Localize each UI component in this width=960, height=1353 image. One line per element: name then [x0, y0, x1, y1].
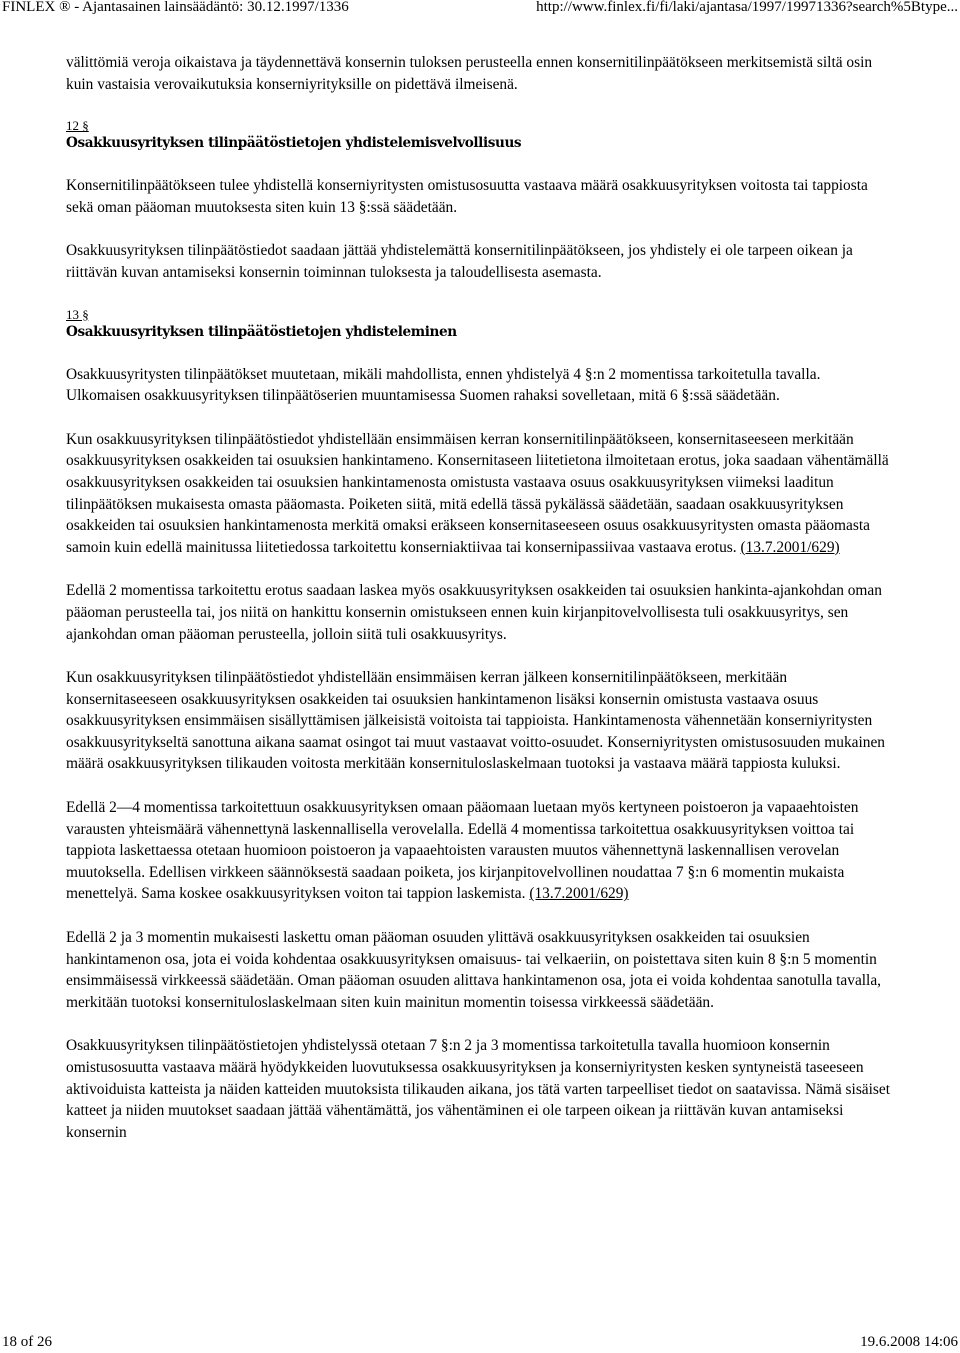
- section-13-title: Osakkuusyrityksen tilinpäätöstietojen yhdisteleminen: [66, 323, 457, 340]
- section-13-number[interactable]: 13 §: [66, 306, 89, 322]
- page-counter: 18 of 26: [2, 1334, 52, 1350]
- paragraph-text: Edellä 2—4 momentissa tarkoitettuun osakkuusyrityksen omaan pääomaan luetaan myös kertyneen poistoeron ja vapaaehtoisten varausten yhteismäärä vähennettynä laskennallisella verovelalla. Edellä 4 momentissa tarkoitettua osakkuusyrityksen voittoa tai tappiota laskettaessa otetaan huomioon poistoeron ja vapaaehtoisten varausten muutos vähennettynä laskennallisen verovelan muutoksella. Edellisen virkkeen säännöksestä saadaan poiketa, jos kirjanpitovelvollinen noudattaa 7 §:n 6 momentin mukaista menettelyä. Sama koskee osakkuusyrityksen voiton tai tappion laskemista.: [66, 799, 859, 903]
- amendment-link[interactable]: (13.7.2001/629): [740, 538, 840, 556]
- header-url: http://www.finlex.fi/fi/laki/ajantasa/1997/19971336?search%5Btype...: [536, 0, 958, 15]
- section-12-paragraph-2: Osakkuusyrityksen tilinpäätöstiedot saadaan jättää yhdistelemättä konsernitilinpäätökseen, jos yhdistely ei ole tarpeen oikean ja riittävän kuvan antamiseksi konsernin toiminnan tuloksesta ja taloudellisesta asemasta.: [66, 242, 853, 281]
- amendment-link[interactable]: (13.7.2001/629): [529, 885, 629, 903]
- section-13-paragraph-4: Kun osakkuusyrityksen tilinpäätöstiedot yhdistellään ensimmäisen kerran jälkeen konsernitilinpäätökseen, merkitään konsernitaseeseen osakkuusyrityksen osakkeiden tai osuuksien hankintamenon lisäksi konsernin omistusta vastaava osuus osakkuusyrityksen ensimmäisen sisällyttämisen jälkeisistä voitoista tai tappioista. Hankintamenosta vähennetään konserniyritysten osakkuusyritykseltä sanottuna aikana saamat osingot tai muut vastaavat voitto-osuudet. Konserniyritysten omistusosuuden mukainen määrä osakkuusyrityksen tilikauden voitosta merkitään konsernituloslaskelmaan tuotoksi ja vastaava määrä tappiosta kuluksi.: [66, 669, 885, 773]
- section-13-paragraph-5: [66, 797, 896, 905]
- print-footer: [0, 1335, 960, 1353]
- section-13-paragraph-3: Edellä 2 momentissa tarkoitettu erotus saadaan laskea myös osakkuusyrityksen osakkeiden tai osuuksien hankinta-ajankohdan oman pääoman perusteella tai, jos niitä on hankittu konsernin omistukseen ennen kuin kirjanpitovelvollisesta tuli osakkuusyritys, sen ajankohdan oman pääoman perusteella, jolloin siitä tuli osakkuusyritys.: [66, 582, 882, 643]
- section-13-paragraph-1: Osakkuusyritysten tilinpäätökset muutetaan, mikäli mahdollista, ennen yhdistelyä 4 §:n 2 momentissa tarkoitetulla tavalla. Ulkomaisen osakkuusyrityksen tilinpäätöserien muuntamisessa Suomen rahaksi sovelletaan, mitä 6 §:ssä säädetään.: [66, 365, 821, 405]
- print-header: [0, 0, 960, 18]
- header-title: FINLEX ® - Ajantasainen lainsäädäntö: 30.12.1997/1336: [2, 0, 349, 15]
- paragraph-text: Kun osakkuusyrityksen tilinpäätöstiedot yhdistellään ensimmäisen kerran konsernitilinpäätökseen, konsernitaseeseen merkitään osakkuusyrityksen osakkeiden tai osuuksien hankintameno. Konsernitaseen liitetietona ilmoitetaan erotus, joka saadaan vähentämällä osakkuusyrityksen osakkeiden tai osuuksien hankintamenosta omistusta vastaava osuus osakkuusyrityksen viimeksi laaditun tilinpäätöksen mukaisesta omasta pääomasta. Poiketen siitä, mitä edellä tässä pykälässä säädetään, saadaan osakkuusyrityksen osakkeiden tai osuuksien hankintamenosta merkitä omaksi eräkseen konsernitaseeseen osuus osakkuusyritysten omasta pääomasta samoin kuin edellä mainitussa liitetiedossa tarkoitettu konserniaktiivaa tai konsernipassiivaa vastaava erotus.: [66, 430, 889, 556]
- document-body: [66, 52, 896, 1165]
- section-12-title: Osakkuusyrityksen tilinpäätöstietojen yhdistelemisvelvollisuus: [66, 135, 522, 152]
- print-datetime: 19.6.2008 14:06: [860, 1334, 958, 1350]
- section-13-paragraph-7: Osakkuusyrityksen tilinpäätöstietojen yhdistelyssä otetaan 7 §:n 2 ja 3 momentissa tarkoitetulla tavalla huomioon konsernin omistusosuutta vastaava määrä hyödykkeiden luovutuksessa osakkuusyrityksen ja konserniyritysten kesken syntyneistä taseeseen aktivoiduista katteista ja näiden katteiden muutoksista tilikauden aikana, jos tätä varten tarpeelliset tiedot on saatavissa. Nämä sisäiset katteet ja niiden muutokset saadaan jättää vähentämättä, jos vähentäminen ei ole tarpeen oikean ja riittävän kuvan antamiseksi konsernin: [66, 1037, 891, 1141]
- section-13-paragraph-2: [66, 429, 896, 559]
- section-13-paragraph-6: Edellä 2 ja 3 momentin mukaisesti laskettu oman pääoman osuuden ylittävä osakkuusyrityksen osakkeiden tai osuuksien hankintamenon osa, jota ei voida kohdentaa osakkuusyrityksen omaisuus- tai velkaeriin, on poistettava siten kuin 8 §:n 5 momentin ensimmäisessä virkkeessä säädetään. Oman pääoman osuuden alittava hankintamenon osa, jota ei voida kohdentaa sanotulla tavalla, merkitään tuotoksi konsernituloslaskelmaan siten kuin mainitun momentin toisessa virkkeessä säädetään.: [66, 929, 882, 1011]
- intro-paragraph: välittömiä veroja oikaistava ja täydennettävä konsernin tuloksen perusteella ennen konsernitilinpäätökseen merkitsemistä siltä osin kuin vastaisia verovaikutuksia konserniyrityksille on pidettävä ilmeisenä.: [66, 54, 873, 93]
- section-12-number[interactable]: 12 §: [66, 118, 89, 134]
- section-12-paragraph-1: Konsernitilinpäätökseen tulee yhdistellä konserniyritysten omistusosuutta vastaava määrä osakkuusyrityksen voitosta tai tappiosta sekä oman pääoman muutoksesta siten kuin 13 §:ssä säädetään.: [66, 177, 868, 216]
